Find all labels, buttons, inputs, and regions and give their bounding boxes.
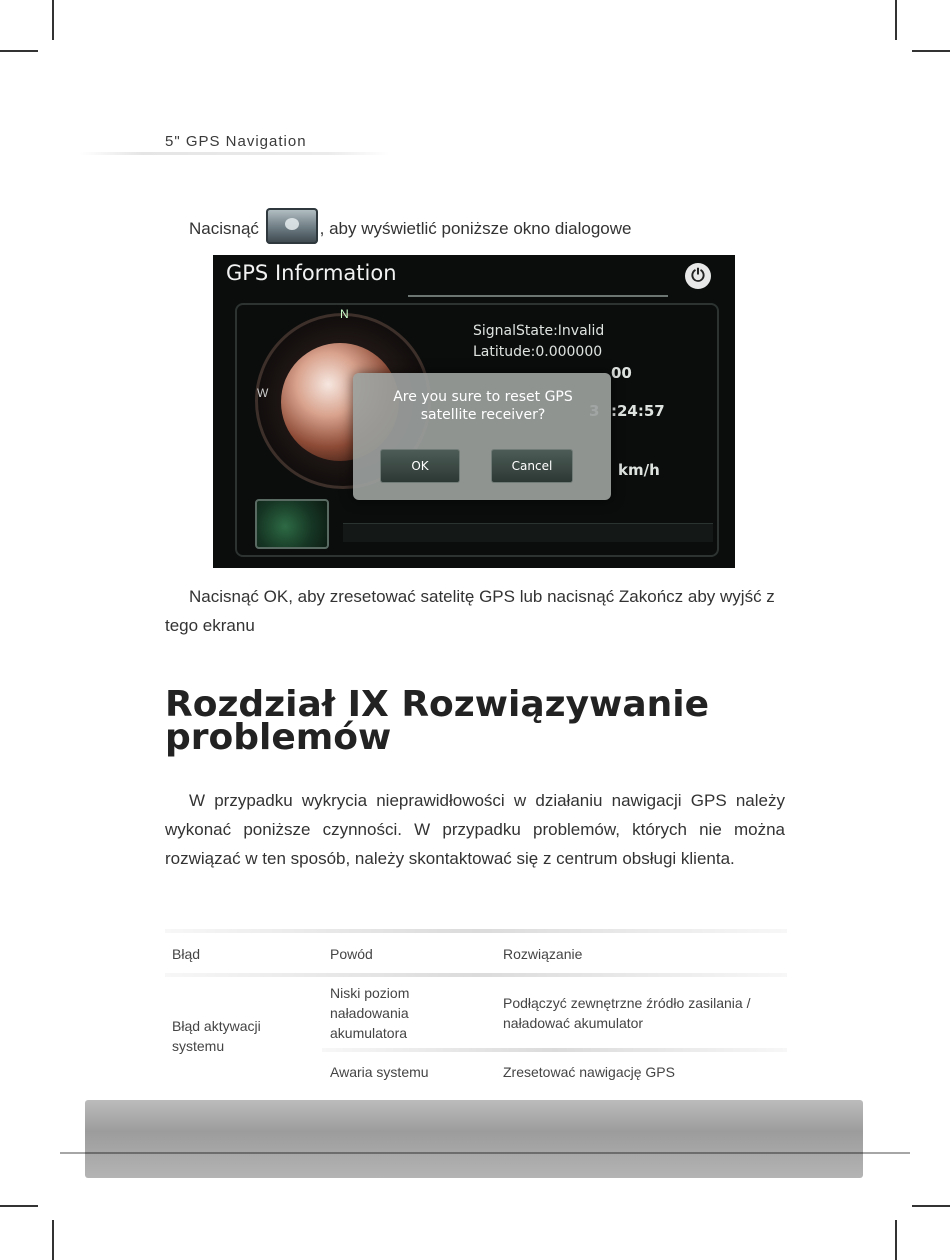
speed-unit: km/h <box>618 461 660 479</box>
chapter-heading: Rozdział IX Rozwiązywanie problemów <box>165 684 709 758</box>
table-header-reason: Powód <box>330 946 373 962</box>
gps-information-screenshot <box>213 255 735 568</box>
title-divider <box>408 295 668 297</box>
intro-text-before: Nacisnąć <box>189 219 264 238</box>
crop-mark <box>0 50 38 52</box>
table-solution-2: Zresetować nawigację GPS <box>503 1064 675 1080</box>
crop-mark <box>0 1205 38 1207</box>
table-reason-1: Niski poziom naładowania akumulatora <box>330 985 410 1041</box>
bottom-status-bar <box>343 523 713 542</box>
table-header-rule <box>165 973 787 977</box>
power-icon[interactable]: ⏻ <box>685 263 711 289</box>
cancel-button[interactable]: Cancel <box>491 449 573 483</box>
signal-state: SignalState:Invalid <box>473 323 605 339</box>
running-header: 5" GPS Navigation <box>165 133 307 150</box>
table-header-error: Błąd <box>172 946 201 962</box>
screen-title: GPS Information <box>226 261 397 285</box>
reset-confirm-dialog <box>353 373 611 500</box>
crop-mark <box>895 0 897 40</box>
compass-west-label: W <box>257 386 269 400</box>
ok-button[interactable]: OK <box>380 449 460 483</box>
crop-mark <box>912 50 950 52</box>
intro-text-after: , aby wyświetlić poniższe okno dialogowe <box>319 219 632 238</box>
time-value: :24:57 <box>611 402 665 420</box>
compass-north-label: N <box>340 307 349 321</box>
dialog-message: Are you sure to reset GPS satellite receiver? <box>393 389 573 423</box>
header-rule <box>80 152 390 155</box>
crop-mark <box>895 1220 897 1260</box>
latitude-value: Latitude:0.000000 <box>473 344 603 360</box>
troubleshooting-intro: W przypadku wykrycia nieprawidłowości w działaniu nawigacji GPS należy wykonać poniższe czynności. W przypadku problemów, których nie można rozwiązać w ten sposób, należy skontaktować się z centrum obsługi klienta. <box>165 791 785 868</box>
table-header-solution: Rozwiązanie <box>503 946 583 962</box>
crop-mark <box>52 0 54 40</box>
table-error-cell: Błąd aktywacji systemu <box>172 1018 261 1054</box>
table-reason-2: Awaria systemu <box>330 1064 429 1080</box>
crop-mark <box>52 1220 54 1260</box>
crop-mark <box>912 1205 950 1207</box>
longitude-fragment: 00 <box>611 364 632 382</box>
intro-paragraph <box>189 208 631 244</box>
footer-rule <box>60 1152 910 1154</box>
footer-band <box>85 1100 863 1178</box>
instruction-paragraph: Nacisnąć OK, aby zresetować satelitę GPS lub nacisnąć Zakończ aby wyjść z tego ekranu <box>165 587 775 635</box>
gps-info-icon <box>266 208 318 244</box>
table-solution-1: Podłączyć zewnętrzne źródło zasilania / naładować akumulator <box>503 995 751 1031</box>
table-row-rule <box>322 1048 787 1052</box>
satellite-view-button[interactable] <box>255 499 329 549</box>
table-top-rule <box>165 929 787 933</box>
